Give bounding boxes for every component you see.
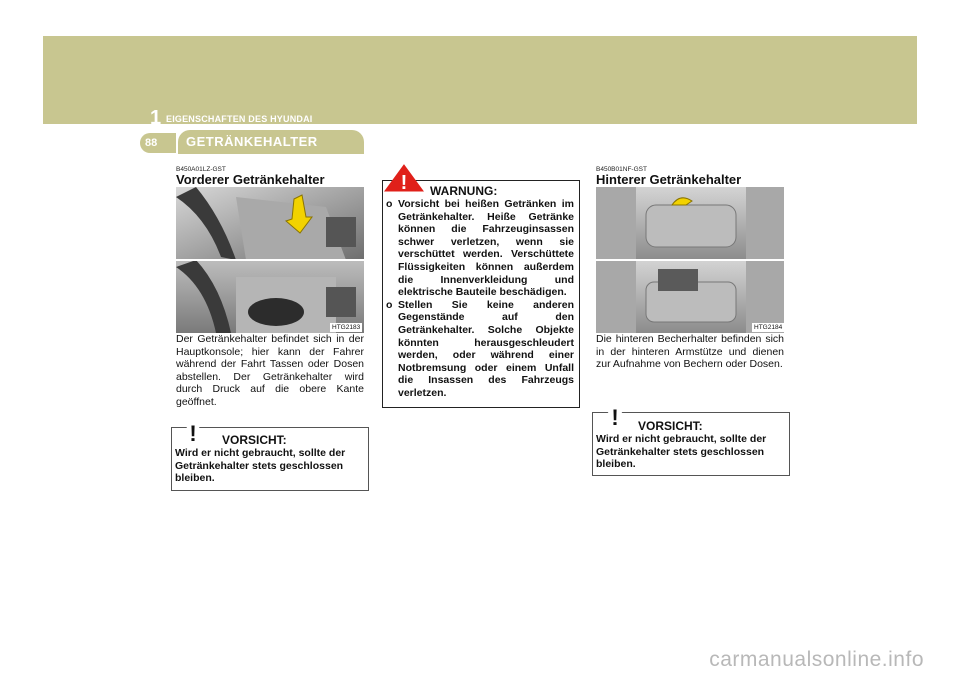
warning-item-text: Vorsicht bei heißen Getränken im Getränkehalter. Heiße Getränke können die Fahrzeuginsassen schwer verletzen, wenn sie verschüttet werden. Verschüttete Flüssigkeiten können außerdem die Innenverkleidung und elektrische Bauteile beschädigen. bbox=[398, 198, 574, 299]
rear-caution-title: VORSICHT: bbox=[638, 419, 703, 433]
front-caution-text: Wird er nicht gebraucht, sollte der Getränkehalter stets geschlossen bleiben. bbox=[175, 447, 346, 484]
front-code: B450A01LZ-GST bbox=[176, 166, 226, 173]
rear-photo-label: HTG2184 bbox=[754, 324, 783, 331]
chapter-number: 1 bbox=[150, 107, 162, 129]
page-number: 88 bbox=[145, 137, 158, 149]
caution-icon bbox=[176, 418, 210, 444]
watermark: carmanualsonline.info bbox=[709, 648, 924, 671]
svg-text:!: ! bbox=[400, 172, 408, 192]
header-band bbox=[43, 36, 917, 124]
warning-item bbox=[386, 198, 574, 299]
warning-icon bbox=[384, 164, 424, 192]
rear-caution-text: Wird er nicht gebraucht, sollte der Getränkehalter stets geschlossen bleiben. bbox=[596, 433, 767, 470]
bullet: o bbox=[386, 198, 393, 210]
chapter-title: EIGENSCHAFTEN DES HYUNDAI bbox=[166, 114, 313, 124]
rear-code: B450B01NF-GST bbox=[596, 166, 647, 173]
rear-description: Die hinteren Becherhalter befinden sich in der hinteren Armstütze und dienen zur Aufnahme von Bechern oder Dosen. bbox=[596, 333, 784, 370]
front-description: Der Getränkehalter befindet sich in der Hauptkonsole; hier kann der Fahrer während der Fahrt Tassen oder Dosen abstellen. Der Getränkehalter wird durch Druck auf die obere Kante geöffnet. bbox=[176, 333, 364, 408]
front-photo-label: HTG2183 bbox=[332, 324, 361, 331]
warning-item bbox=[386, 299, 574, 400]
svg-text:!: ! bbox=[189, 421, 197, 444]
warning-item-text: Stellen Sie keine anderen Gegenstände auf den Getränkehalter. Solche Objekte könnten herausgeschleudert werden, oder während einer Notbremsung oder einem Unfall die Insassen des Fahrzeugs verletzen. bbox=[398, 298, 574, 399]
section-title: GETRÄNKEHALTER bbox=[186, 134, 318, 149]
front-cupholder-photo bbox=[176, 187, 364, 333]
warning-title: WARNUNG: bbox=[430, 184, 498, 198]
warning-list bbox=[386, 198, 574, 400]
caution-icon bbox=[598, 402, 632, 428]
front-heading: Vorderer Getränkehalter bbox=[176, 172, 325, 187]
front-caution-title: VORSICHT: bbox=[222, 433, 287, 447]
rear-cupholder-photo bbox=[596, 187, 784, 333]
bullet: o bbox=[386, 298, 393, 311]
rear-heading: Hinterer Getränkehalter bbox=[596, 172, 742, 187]
svg-text:!: ! bbox=[611, 405, 619, 428]
